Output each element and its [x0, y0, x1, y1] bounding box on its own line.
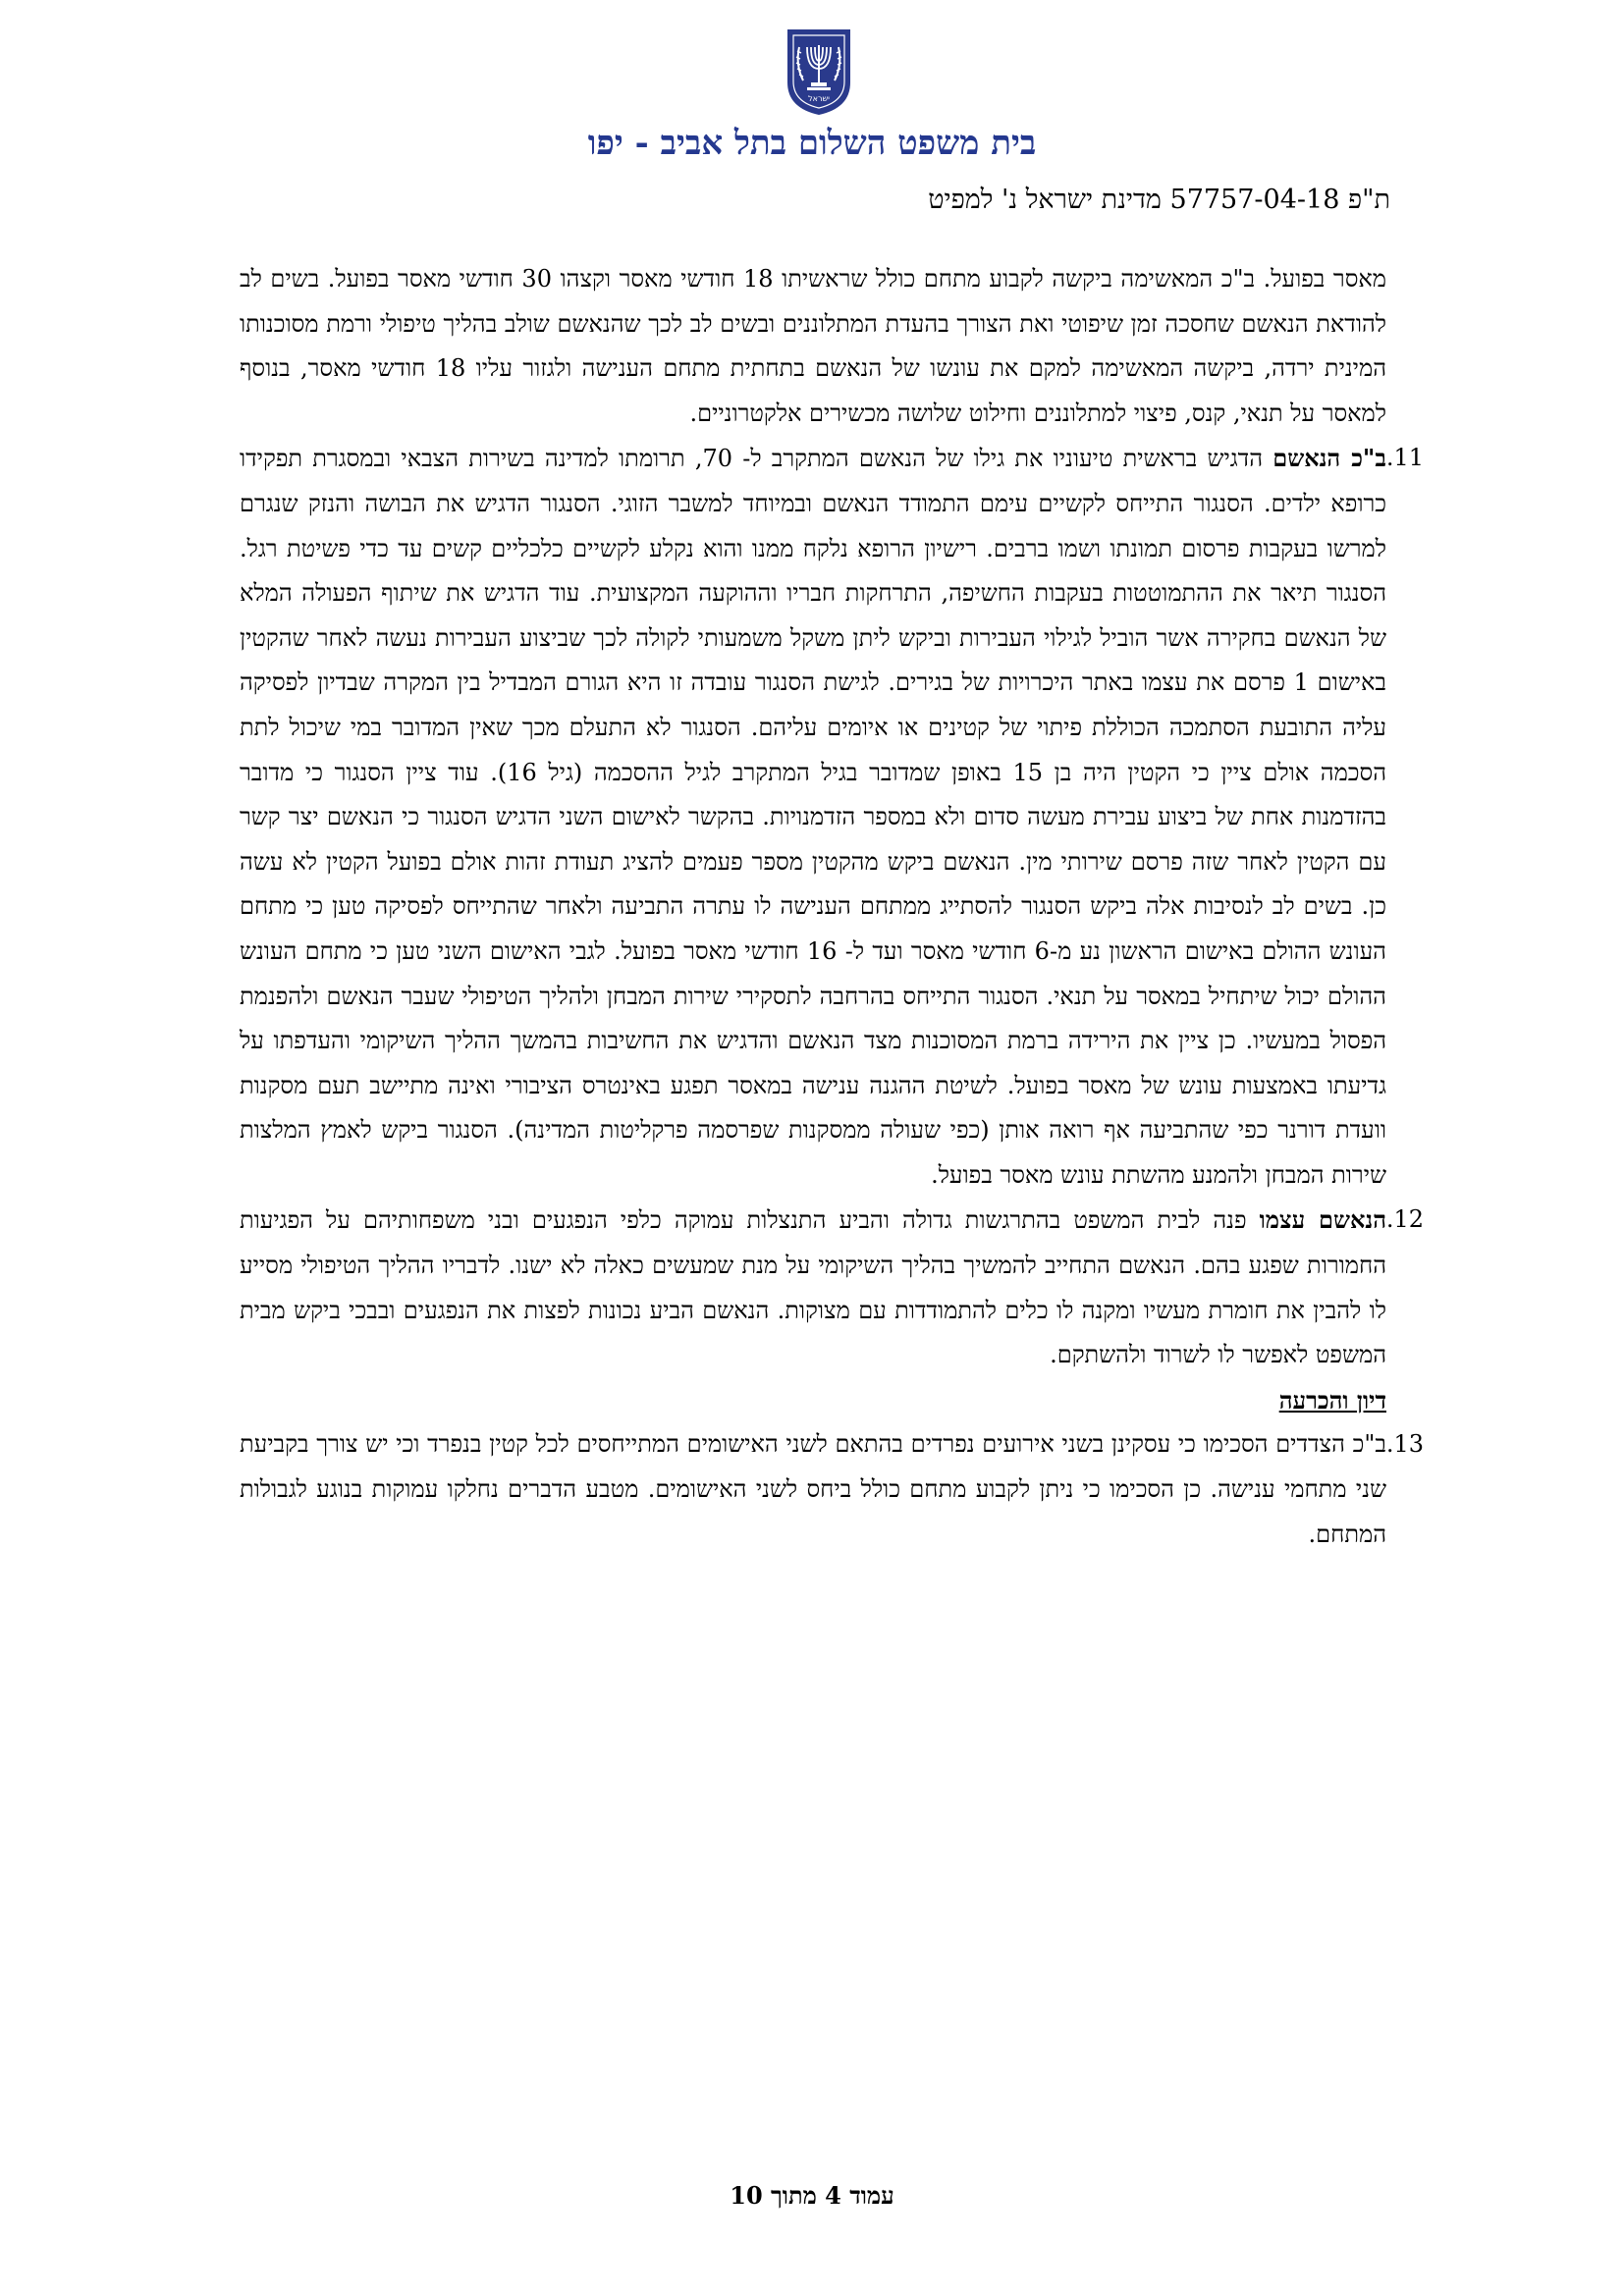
- paragraph-13: [240, 1422, 1424, 1557]
- paragraph-lead: ב"כ הנאשם: [1272, 444, 1386, 473]
- paragraph-text: הדגיש בראשית טיעוניו את גילו של הנאשם המתקרב ל- 70, תרומתו למדינה בשירות הצבאי ובמסגרת תפקידו כרופא ילדים. הסנגור התייחס לקשיים עימם התמודד הנאשם ובמיוחד למשבר הזוגי. הסנגור הדגיש את הבושה והנזק שנגרם למרשו בעקבות פרסום תמונתו ושמו ברבים. רישיון הרופא נלקח ממנו והוא נקלע לקשיים כלכליים קשים עד כדי פשיטת רגל. הסנגור תיאר את ההתמוטטות בעקבות החשיפה, התרחקות חבריו וההוקעה המקצועית. עוד הדגיש את שיתוף הפעולה המלא של הנאשם בחקירה אשר הוביל לגילוי העבירות וביקש ליתן משקל משמעותי לקולה לכך שביצוע העבירות נעשה לאחר שהקטין באישום 1 פרסם את עצמו באתר היכרויות של בגירים. לגישת הסנגור עובדה זו היא הגורם המבדיל בין המקרה שבדיון לפסיקה עליה התובעת הסתמכה הכוללת פיתוי של קטינים או איומים עליהם. הסנגור לא התעלם מכך שאין המדובר במי שיכול לתת הסכמה אולם ציין כי הקטין היה בן 15 באופן שמדובר בגיל המתקרב לגיל ההסכמה (גיל 16). עוד ציין הסנגור כי מדובר בהזדמנות אחת של ביצוע עבירת מעשה סדום ולא במספר הזדמנויות. בהקשר לאישום השני הדגיש הסנגור כי הנאשם יצר קשר עם הקטין לאחר שזה פרסם שירותי מין. הנאשם ביקש מהקטין מספר פעמים להציג תעודת זהות אולם בפועל הקטין לא עשה כן. בשים לב לנסיבות אלה ביקש הסנגור להסתייג ממתחם הענישה לו עתרה התביעה ולאחר שהתייחס לפסיקה טען כי מתחם העונש ההולם באישום הראשון נע מ-6 חודשי מאסר ועד ל- 16 חודשי מאסר בפועל. לגבי האישום השני טען כי מתחם העונש ההולם יכול שיתחיל במאסר על תנאי. הסנגור התייחס בהרחבה לתסקירי שירות המבחן ולהליך הטיפולי שעבר הנאשם ולהפנמת הפסול במעשיו. כן ציין את הירידה ברמת המסוכנות מצד הנאשם והדגיש את החשיבות בהמשך ההליך השיקומי והעדפתו על גדיעתו באמצעות עונש של מאסר בפועל. לשיטת ההגנה ענישה במאסר תפגע באינטרס הציבורי ואינה מתיישב תעם מסקנות וועדת דורנר כפי שהתביעה אף רואה אותן (כפי שעולה ממסקנות שפרסמה פרקליטות המדינה). הסנגור ביקש לאמץ המלצות שירות המבחן ולהמנע מהשתת עונש מאסר בפועל.: [240, 445, 1387, 1189]
- paragraph-11: [240, 436, 1424, 1198]
- paragraph-number: 12.: [1385, 1205, 1424, 1234]
- paragraph-text: ב"כ הצדדים הסכימו כי עסקינן בשני אירועים נפרדים בהתאם לשני האישומים המתייחסים לכל קטין בנפרד וכי יש צורך בקביעת שני מתחמי ענישה. כן הסכימו כי ניתן לקבוע מתחם כולל ביחס לשני האישומים. מטבע הדברים נחלקו עמוקות בנוגע לגבולות המתחם.: [240, 1430, 1386, 1548]
- paragraph-number: 13.: [1385, 1430, 1424, 1459]
- paragraph-continuation: מאסר בפועל. ב"כ המאשימה ביקשה לקבוע מתחם כולל שראשיתו 18 חודשי מאסר וקצהו 30 חודשי מאסר בפועל. בשים לב להודאת הנאשם שחסכה זמן שיפוטי ואת הצורך בהעדת המתלוננים ובשים לב לכך שהנאשם שולב בהליך טיפולי ורמת מסוכנותו המינית ירדה, ביקשה המאשימה למקם את עונשו של הנאשם בתחתית מתחם הענישה ולגזור עליו 18 חודשי מאסר, בנוסף למאסר על תנאי, קנס, פיצוי למתלוננים וחילוט שלושה מכשירים אלקטרוניים.: [240, 265, 1386, 427]
- paragraph-12: [240, 1198, 1424, 1377]
- paragraph-lead: הנאשם עצמו: [1259, 1205, 1387, 1235]
- court-name: בית משפט השלום בתל אביב - יפו: [587, 124, 1037, 163]
- case-title: ת"פ 57757-04-18 מדינת ישראל נ' למפיט: [928, 185, 1390, 215]
- paragraph-text: פנה לבית המשפט בהתרגשות גדולה והביע התנצלות עמוקה כלפי הנפגעים ובני משפחותיהם על הפגיעות החמורות שפגע בהם. הנאשם התחייב להמשיך בהליך השיקומי על מנת שמעשים כאלה לא ישנו. לדבריו ההליך הטיפולי מסייע לו להבין את חומרת מעשיו ומקנה לו כלים להתמודדות עם מצוקות. הנאשם הביע נכונות לפצות את הנפגעים ובבכי ביקש מבית המשפט לאפשר לו לשרוד ולהשתקם.: [240, 1206, 1386, 1369]
- emblem-text: ישראל: [808, 94, 830, 103]
- document-body: [240, 257, 1424, 1557]
- page-number: עמוד 4 מתוך 10: [730, 2181, 894, 2210]
- section-heading: דיון והכרעה: [1278, 1385, 1386, 1415]
- state-emblem-icon: [784, 26, 854, 118]
- paragraph-number: 11.: [1385, 444, 1424, 472]
